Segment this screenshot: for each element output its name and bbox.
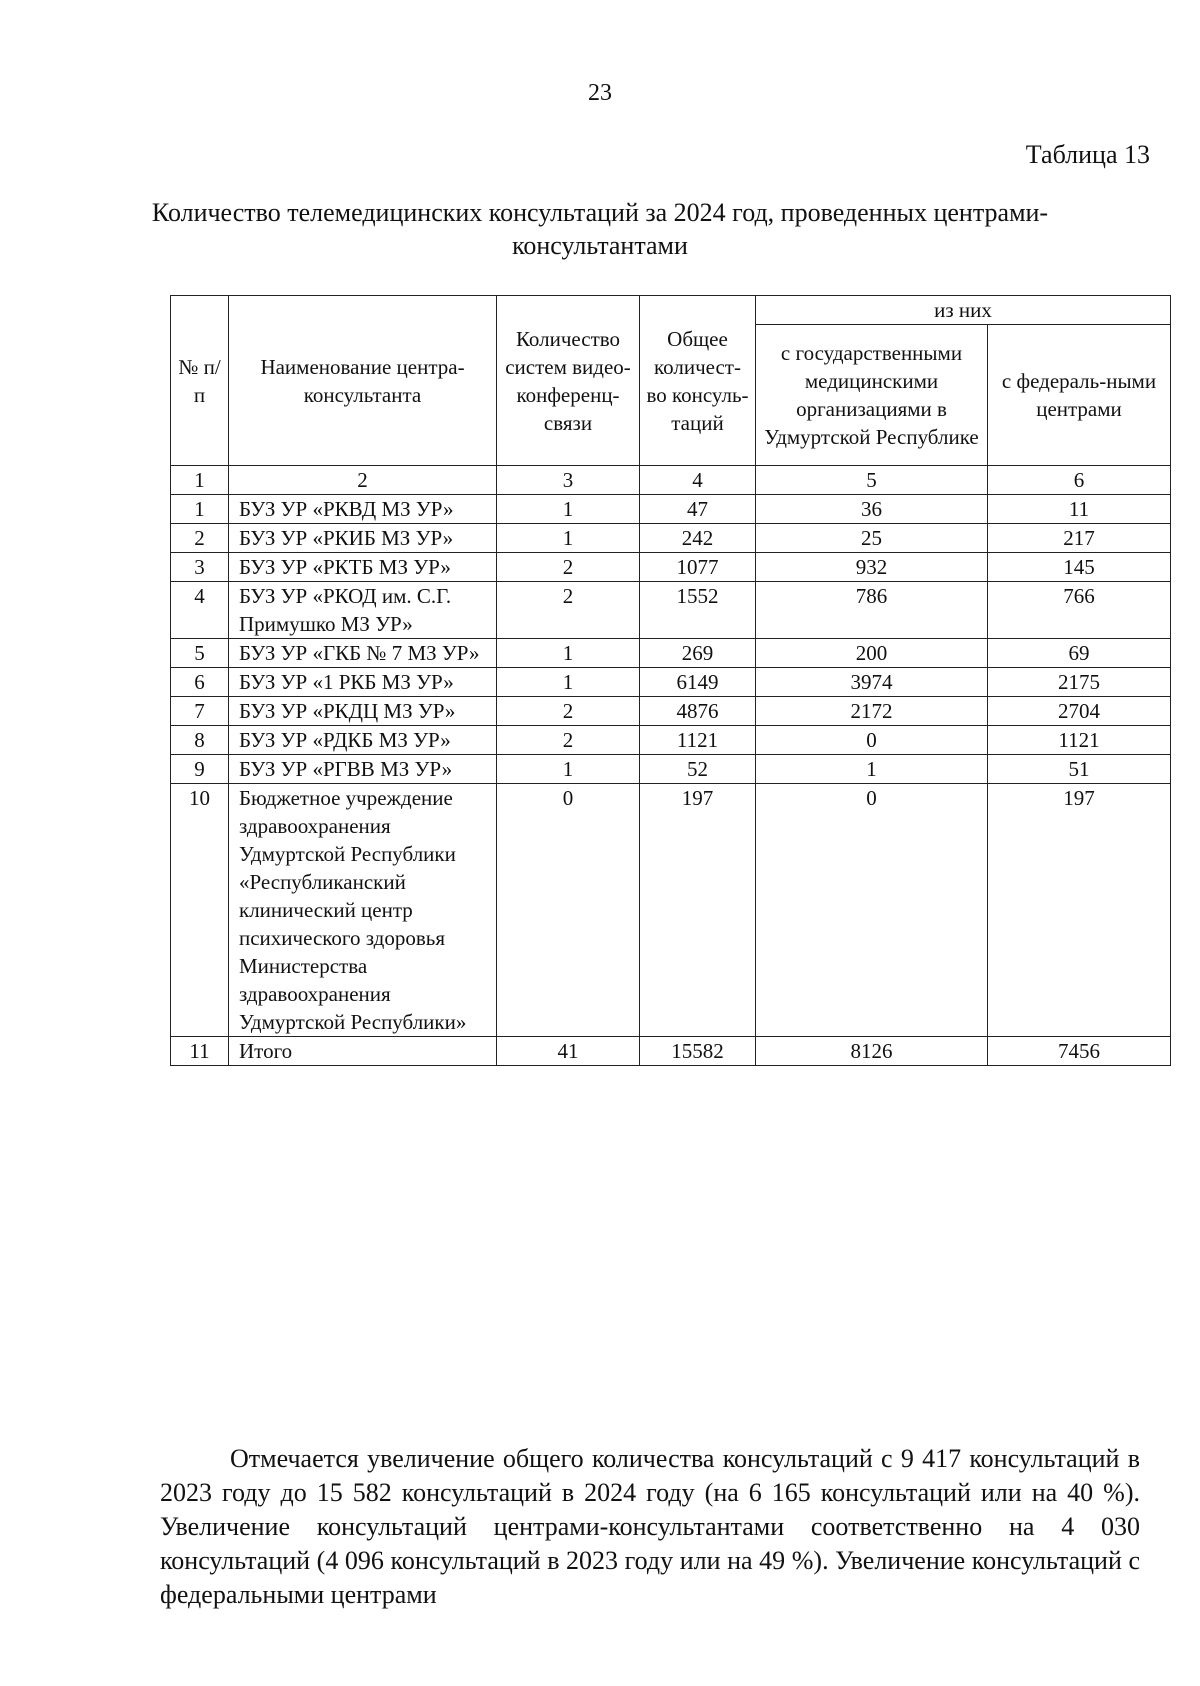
table-row — [171, 1037, 1171, 1066]
cell-total: 197 — [640, 784, 756, 1037]
cell-systems: 0 — [497, 784, 640, 1037]
cell-num: 11 — [171, 1037, 229, 1066]
cell-num: 6 — [171, 668, 229, 697]
cell-systems: 2 — [497, 697, 640, 726]
page-number: 23 — [588, 80, 612, 106]
header-systems: Количество систем видео-конференц-связи — [497, 296, 640, 466]
cell-state: 932 — [756, 553, 988, 582]
cell-federal: 2704 — [988, 697, 1171, 726]
cell-name: БУЗ УР «РКИБ МЗ УР» — [229, 524, 497, 553]
table-row — [171, 726, 1171, 755]
header-of-them: из них — [756, 296, 1171, 325]
column-number: 5 — [756, 466, 988, 495]
cell-name: Бюджетное учреждение здравоохранения Удмуртской Республики «Республиканский клинический центр психического здоровья Министерства здравоохранения Удмуртской Республики» — [229, 784, 497, 1037]
cell-total: 52 — [640, 755, 756, 784]
table-label: Таблица 13 — [1025, 140, 1150, 169]
cell-systems: 41 — [497, 1037, 640, 1066]
cell-num: 4 — [171, 582, 229, 639]
cell-federal: 1121 — [988, 726, 1171, 755]
cell-num: 10 — [171, 784, 229, 1037]
cell-systems: 1 — [497, 668, 640, 697]
cell-systems: 1 — [497, 495, 640, 524]
consultations-table — [170, 295, 1171, 1066]
header-federal: с федераль-ными центрами — [988, 325, 1171, 466]
cell-name: БУЗ УР «РКВД МЗ УР» — [229, 495, 497, 524]
table-row — [171, 524, 1171, 553]
table-row — [171, 668, 1171, 697]
cell-name: БУЗ УР «1 РКБ МЗ УР» — [229, 668, 497, 697]
table-body — [171, 495, 1171, 1066]
cell-num: 5 — [171, 639, 229, 668]
cell-systems: 2 — [497, 582, 640, 639]
header-state: с государственными медицинскими организациями в Удмуртской Республике — [756, 325, 988, 466]
cell-systems: 1 — [497, 639, 640, 668]
body-paragraph: Отмечается увеличение общего количества консультаций с 9 417 консультаций в 2023 году до 15 582 консультаций в 2024 году (на 6 165 консультаций или на 40 %). Увеличение консультаций центрами-консультантами соответственно на 4 030 консультаций (4 096 консультаций в 2023 году или на 49 %). Увеличение консультаций с федеральными центрами — [160, 1444, 1140, 1609]
cell-total: 269 — [640, 639, 756, 668]
table-row — [171, 553, 1171, 582]
cell-systems: 1 — [497, 755, 640, 784]
cell-state: 200 — [756, 639, 988, 668]
cell-name: БУЗ УР «РКОД им. С.Г. Примушко МЗ УР» — [229, 582, 497, 639]
cell-total: 1121 — [640, 726, 756, 755]
cell-federal: 197 — [988, 784, 1171, 1037]
table-row — [171, 755, 1171, 784]
header-name: Наименование центра-консультанта — [229, 296, 497, 466]
cell-federal: 7456 — [988, 1037, 1171, 1066]
cell-systems: 1 — [497, 524, 640, 553]
column-number-row — [171, 466, 1171, 495]
cell-state: 8126 — [756, 1037, 988, 1066]
cell-num: 3 — [171, 553, 229, 582]
cell-name: БУЗ УР «РКДЦ МЗ УР» — [229, 697, 497, 726]
cell-systems: 2 — [497, 726, 640, 755]
cell-total: 1077 — [640, 553, 756, 582]
cell-total: 4876 — [640, 697, 756, 726]
header-total: Общее количест-во консуль-таций — [640, 296, 756, 466]
cell-num: 8 — [171, 726, 229, 755]
cell-total: 15582 — [640, 1037, 756, 1066]
cell-federal: 51 — [988, 755, 1171, 784]
cell-name: БУЗ УР «РКТБ МЗ УР» — [229, 553, 497, 582]
table-row — [171, 697, 1171, 726]
cell-federal: 69 — [988, 639, 1171, 668]
cell-state: 2172 — [756, 697, 988, 726]
cell-total: 1552 — [640, 582, 756, 639]
cell-state: 3974 — [756, 668, 988, 697]
column-number: 3 — [497, 466, 640, 495]
column-number: 1 — [171, 466, 229, 495]
cell-name: БУЗ УР «ГКБ № 7 МЗ УР» — [229, 639, 497, 668]
cell-state: 0 — [756, 784, 988, 1037]
table-row — [171, 639, 1171, 668]
table-row — [171, 784, 1171, 1037]
header-num: № п/п — [171, 296, 229, 466]
cell-state: 0 — [756, 726, 988, 755]
column-number: 4 — [640, 466, 756, 495]
cell-federal: 11 — [988, 495, 1171, 524]
cell-state: 25 — [756, 524, 988, 553]
cell-name: БУЗ УР «РГВВ МЗ УР» — [229, 755, 497, 784]
cell-name: Итого — [229, 1037, 497, 1066]
cell-total: 242 — [640, 524, 756, 553]
cell-name: БУЗ УР «РДКБ МЗ УР» — [229, 726, 497, 755]
cell-federal: 766 — [988, 582, 1171, 639]
cell-total: 47 — [640, 495, 756, 524]
cell-num: 1 — [171, 495, 229, 524]
cell-state: 1 — [756, 755, 988, 784]
cell-systems: 2 — [497, 553, 640, 582]
table-row — [171, 495, 1171, 524]
cell-num: 7 — [171, 697, 229, 726]
cell-state: 36 — [756, 495, 988, 524]
cell-federal: 2175 — [988, 668, 1171, 697]
cell-federal: 217 — [988, 524, 1171, 553]
table-row — [171, 582, 1171, 639]
table-title: Количество телемедицинских консультаций за 2024 год, проведенных центрами-консультантами — [151, 198, 1049, 260]
cell-num: 2 — [171, 524, 229, 553]
cell-num: 9 — [171, 755, 229, 784]
cell-federal: 145 — [988, 553, 1171, 582]
column-number: 6 — [988, 466, 1171, 495]
cell-state: 786 — [756, 582, 988, 639]
column-number: 2 — [229, 466, 497, 495]
cell-total: 6149 — [640, 668, 756, 697]
